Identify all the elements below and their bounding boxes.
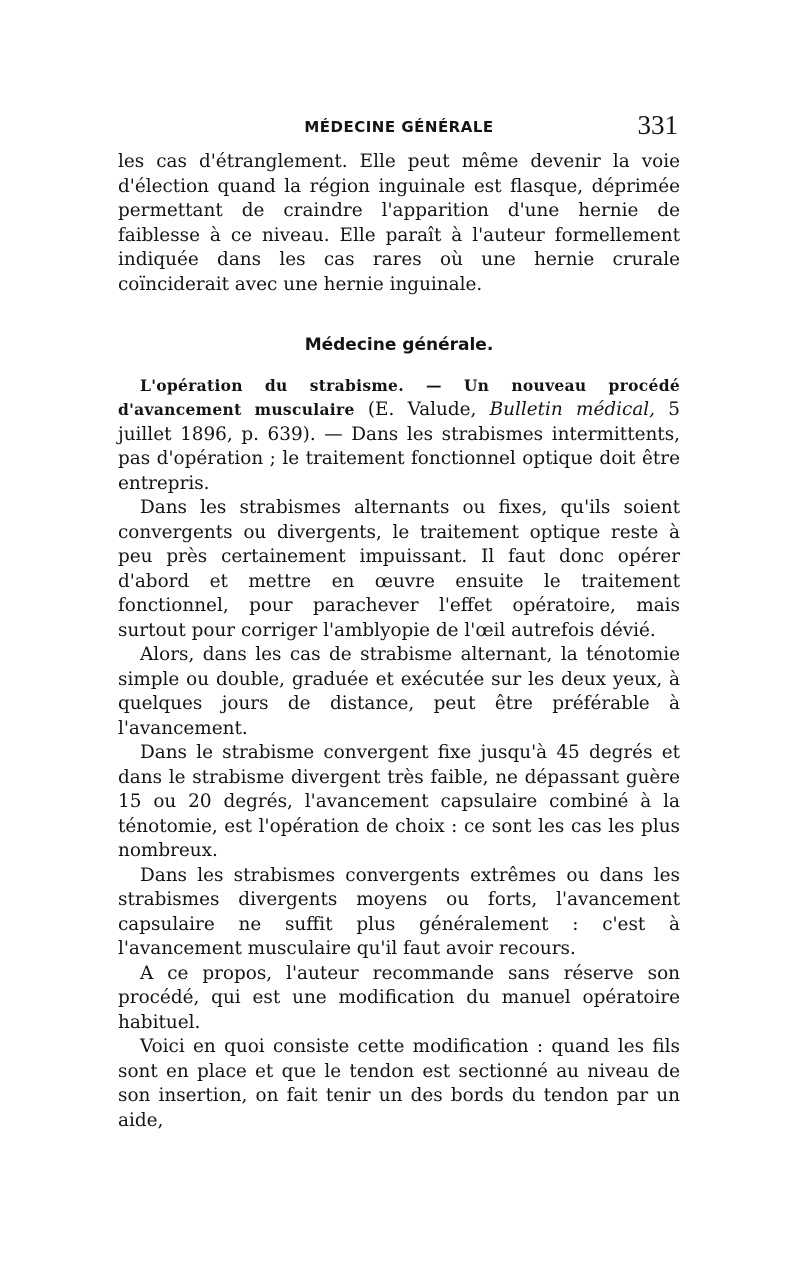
article-title: L'opération du strabisme. — Un nouveau procédé d'avancement musculaire — [118, 375, 680, 419]
article-ref-rest: 5 juillet 1896, p. 639). — Dans les strabismes intermittents, pas d'opération ; le traitement fonctionnel optique doit être entrepris. — [118, 399, 681, 494]
running-header — [118, 112, 680, 142]
paragraph: A ce propos, l'auteur recommande sans réserve son procédé, qui est une modification du manuel opératoire habituel. — [118, 962, 680, 1033]
section-title: Médecine générale. — [304, 335, 494, 355]
paragraph: Dans le strabisme convergent fixe jusqu'à 45 degrés et dans le strabisme divergent très faible, ne dépassant guère 15 ou 20 degrés, l'avancement capsulaire combiné à la ténotomie, est l'opération de choix : ce sont les cas les plus nombreux. — [118, 742, 680, 861]
paragraph: Alors, dans les cas de strabisme alternant, la ténotomie simple ou double, graduée et exécutée sur les deux yeux, à quelques jours de distance, peut être préférable à l'avancement. — [118, 644, 680, 739]
body-text — [118, 150, 680, 1133]
paragraph: Dans les strabismes alternants ou fixes, qu'ils soient convergents ou divergents, le traitement optique reste à peu près certainement impuissant. Il faut donc opérer d'abord et mettre en œuvre ensuite le traitement fonctionnel, pour parachever l'effet opératoire, mais surtout pour corriger l'amblyopie de l'œil autrefois dévié. — [118, 497, 680, 641]
intro-paragraph: les cas d'étranglement. Elle peut même devenir la voie d'élection quand la région inguinale est flasque, déprimée permettant de craindre l'apparition d'une hernie de faiblesse à ce niveau. Elle paraît à l'auteur formellement indiquée dans les cas rares où une hernie crurale coïnciderait avec une hernie inguinale. — [118, 151, 680, 295]
page-number: 331 — [637, 110, 678, 140]
paragraph: Voici en quoi consiste cette modification : quand les fils sont en place et que le tendon est sectionné au niveau de son insertion, on fait tenir un des bords du tendon par un aide, — [118, 1036, 680, 1131]
journal-name: Bulletin médical, — [489, 399, 656, 420]
running-title: MÉDECINE GÉNÉRALE — [304, 118, 494, 136]
article-ref-open: (E. Valude, — [354, 399, 490, 420]
article-paragraph — [118, 374, 680, 497]
paragraph: Dans les strabismes convergents extrêmes ou dans les strabismes divergents moyens ou forts, l'avancement capsulaire ne suffit plus généralement : c'est à l'avancement musculaire qu'il faut avoir recours. — [118, 864, 680, 959]
